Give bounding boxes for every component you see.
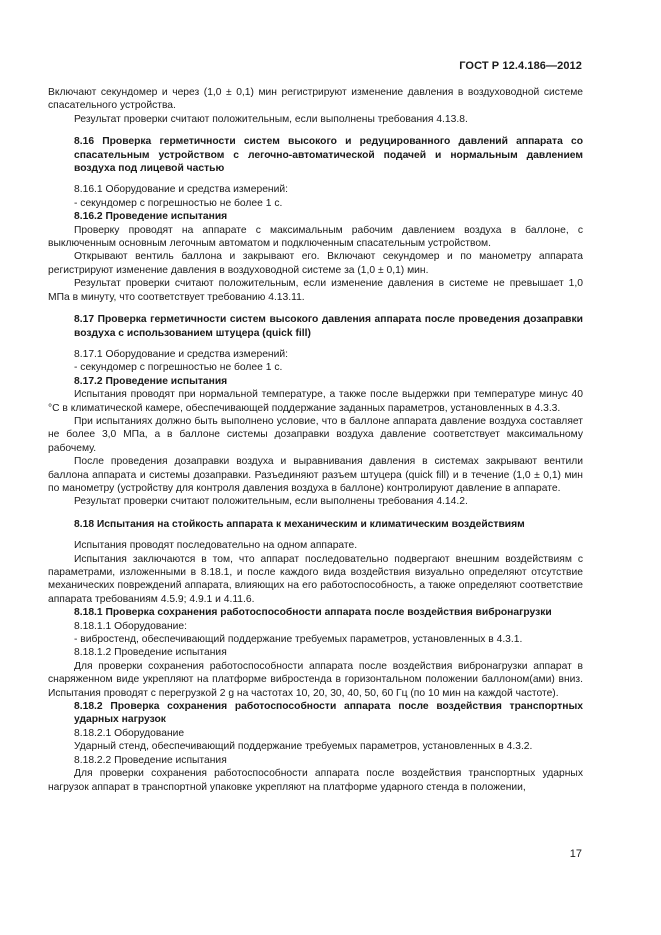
section-heading: 8.16.2 Проведение испытания	[74, 211, 228, 223]
list-item: - секундомер с погрешностью не более 1 с.	[74, 362, 283, 374]
paragraph: Открывают вентиль баллона и закрывают его. Включают секундомер и по манометру аппарата регистрируют изменение давления в воздуховодной системе за (1,0 ± 0,1) мин.	[48, 251, 583, 276]
paragraph: Результат проверки считают положительным, если изменение давления в системе не превышает 1,0 МПа в минуту, что соответствует требованию 4.13.11.	[48, 278, 583, 303]
paragraph: 8.18.1.1 Оборудование:	[74, 620, 187, 632]
paragraph: Испытания проводят последовательно на одном аппарате.	[74, 540, 358, 552]
page-body	[48, 86, 583, 794]
list-item: - секундомер с погрешностью не более 1 с.	[74, 197, 283, 209]
section-heading: 8.16 Проверка герметичности систем высокого и редуцированного давлений аппарата со спасательным устройством с легочно-автоматической подачей и нормальным давлением воздуха под лицевой частью	[74, 136, 583, 175]
paragraph: Испытания проводят при нормальной температуре, а также после выдержки при температуре минус 40 °С в климатической камере, обеспечивающей поддержание заданных параметров, установленных в 4.3.3.	[48, 389, 583, 414]
paragraph: Ударный стенд, обеспечивающий поддержание требуемых параметров, установленных в 4.3.2.	[74, 741, 533, 753]
paragraph: Включают секундомер и через (1,0 ± 0,1) мин регистрируют изменение давления в воздуховодной системе спасательного устройства.	[48, 87, 583, 112]
paragraph: При испытаниях должно быть выполнено условие, что в баллоне аппарата давление воздуха составляет не более 3,0 МПа, а в баллоне системы дозаправки воздуха давление соответствует максимальному рабочему.	[48, 415, 583, 454]
page-number: 17	[569, 848, 582, 860]
paragraph: После проведения дозаправки воздуха и выравнивания давления в системах закрывают вентили баллона аппарата и системы дозаправки. Разъединяют разъем штуцера (quick fill) и в течение (1,0 ± 0,1) мин по манометру (устройству для контроля давления воздуха в баллоне) контролируют давление в аппарате.	[48, 456, 583, 494]
section-heading: 8.18 Испытания на стойкость аппарата к механическим и климатическим воздействиям	[74, 518, 525, 530]
paragraph: 8.16.1 Оборудование и средства измерений:	[74, 184, 288, 196]
paragraph: Проверку проводят на аппарате с максимальным рабочим давлением воздуха в баллоне, с выключенным основным легочным автоматом и подключенным спасательным устройством.	[48, 224, 583, 250]
section-heading: 8.18.2 Проверка сохранения работоспособности аппарата после воздействия транспортных ударных нагрузок	[74, 701, 583, 726]
list-item: - вибростенд, обеспечивающий поддержание требуемых параметров, установленных в 4.3.1.	[74, 634, 523, 646]
document-code: ГОСТ Р 12.4.186—2012	[459, 60, 582, 72]
paragraph: Для проверки сохранения работоспособности аппарата после воздействия транспортных ударных нагрузок аппарат в транспортной упаковке укрепляют на платформе ударного стенда в положении,	[48, 768, 583, 793]
paragraph: Для проверки сохранения работоспособности аппарата после воздействия вибронагрузки аппарат в снаряженном виде укрепляют на платформе вибростенда в горизонтальном положении баллоном(ами) вниз. Испытания проводят с перегрузкой 2 g на частотах 10, 20, 30, 40, 50, 60 Гц (по 10 мин на каждой частоте).	[48, 660, 583, 699]
section-heading: 8.17.2 Проведение испытания	[74, 375, 228, 387]
paragraph: Испытания заключаются в том, что аппарат последовательно подвергают внешним воздействиям с параметрами, изложенными в 8.18.1, и после каждого вида воздействия визуально определяют отсутствие механических повреждений аппарата, влияющих на его работоспособность, а также определяют соответствие аппарата требованиям 4.5.9; 4.9.1 и 4.11.6.	[48, 553, 583, 605]
section-heading: 8.17 Проверка герметичности систем высокого давления аппарата после проведения дозаправки воздуха с использованием штуцера (quick fill)	[74, 314, 583, 339]
paragraph: Результат проверки считают положительным, если выполнены требования 4.14.2.	[74, 496, 468, 508]
section-heading: 8.18.1 Проверка сохранения работоспособности аппарата после воздействия вибронагрузки	[74, 607, 552, 619]
paragraph: 8.18.2.2 Проведение испытания	[74, 754, 227, 766]
paragraph: 8.18.2.1 Оборудование	[74, 727, 185, 739]
paragraph: 8.17.1 Оборудование и средства измерений:	[74, 348, 288, 360]
paragraph: Результат проверки считают положительным, если выполнены требования 4.13.8.	[74, 113, 468, 125]
paragraph: 8.18.1.2 Проведение испытания	[74, 647, 227, 659]
